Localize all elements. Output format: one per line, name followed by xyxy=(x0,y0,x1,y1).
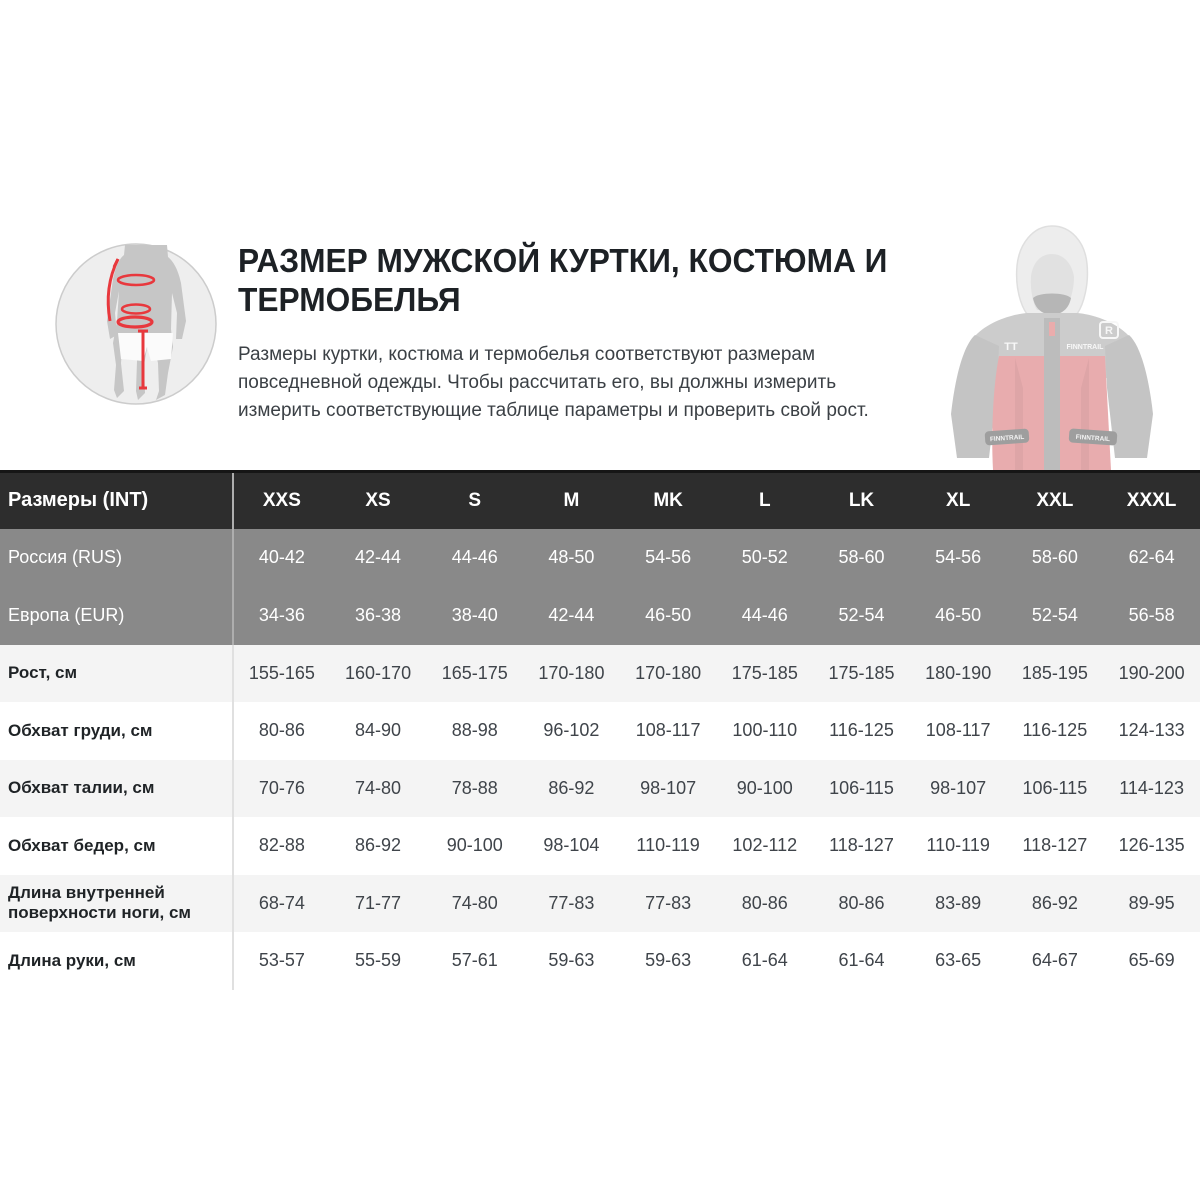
size-value-cell: 68-74 xyxy=(258,892,305,913)
size-value-cell: 90-100 xyxy=(446,835,503,855)
size-value-cell: 98-107 xyxy=(640,777,697,798)
size-value-cell: 52-54 xyxy=(838,605,885,625)
size-value-cell: 88-98 xyxy=(451,720,498,740)
table-row xyxy=(0,760,1200,817)
size-value-cell: 42-44 xyxy=(548,605,595,625)
intro-section xyxy=(0,0,1200,470)
size-value-cell: 40-42 xyxy=(258,547,305,567)
size-value-cell: 74-80 xyxy=(451,892,498,913)
size-value-cell: 58-60 xyxy=(1031,547,1078,567)
table-row xyxy=(0,587,1200,645)
size-value-cell: 54-56 xyxy=(645,547,692,567)
size-value-cell: 108-117 xyxy=(635,720,701,740)
size-value-cell: 54-56 xyxy=(935,547,982,567)
body-measurement-diagram xyxy=(55,243,217,405)
column-header-size: L xyxy=(758,489,771,511)
size-value-cell: 165-175 xyxy=(441,662,508,683)
column-header-size: XXXL xyxy=(1126,489,1177,511)
size-value-cell: 34-36 xyxy=(258,605,305,625)
size-value-cell: 56-58 xyxy=(1128,605,1175,625)
table-row xyxy=(0,932,1200,990)
size-value-cell: 44-46 xyxy=(451,547,498,567)
row-label: Длина внутренней поверхности ноги, см xyxy=(0,875,233,932)
size-value-cell: 100-110 xyxy=(732,720,798,740)
table-row xyxy=(0,817,1200,875)
size-value-cell: 118-127 xyxy=(1022,835,1088,855)
size-value-cell: 36-38 xyxy=(355,605,402,625)
size-value-cell: 52-54 xyxy=(1031,605,1078,625)
column-header-size: MK xyxy=(653,489,683,511)
size-value-cell: 61-64 xyxy=(741,950,788,970)
column-header-size: LK xyxy=(848,489,875,511)
row-label: Европа (EUR) xyxy=(0,587,233,645)
size-value-cell: 83-89 xyxy=(935,892,982,913)
page-title: РАЗМЕР МУЖСКОЙ КУРТКИ, КОСТЮМА И ТЕРМОБЕЛЬЯ xyxy=(238,242,888,318)
size-value-cell: 80-86 xyxy=(258,720,305,740)
size-value-cell: 59-63 xyxy=(548,950,595,970)
size-value-cell: 46-50 xyxy=(935,605,982,625)
size-value-cell: 170-180 xyxy=(635,662,702,683)
size-value-cell: 64-67 xyxy=(1031,950,1078,970)
jacket-logo-r: R xyxy=(1105,325,1113,337)
size-value-cell: 59-63 xyxy=(645,950,692,970)
row-label: Россия (RUS) xyxy=(0,529,233,587)
size-value-cell: 190-200 xyxy=(1118,662,1185,683)
page-description: Размеры куртки, костюма и термобелья соответствуют размерам повседневной одежды. Чтобы рассчитать его, вы должны измерить измерить соответствующие таблице параметры и проверить свой рост. xyxy=(238,344,869,421)
size-value-cell: 57-61 xyxy=(451,950,498,970)
row-label: Обхват талии, см xyxy=(0,760,233,817)
size-value-cell: 155-165 xyxy=(248,662,315,683)
intro-text-block xyxy=(238,241,928,425)
column-header-size: XXS xyxy=(262,489,301,511)
size-value-cell: 90-100 xyxy=(736,777,793,798)
jacket-image xyxy=(945,218,1160,470)
table-header-row xyxy=(0,472,1200,529)
table-row xyxy=(0,702,1200,760)
size-value-cell: 61-64 xyxy=(838,950,885,970)
size-value-cell: 62-64 xyxy=(1128,547,1175,567)
size-table xyxy=(0,470,1200,990)
table-row xyxy=(0,529,1200,587)
svg-text:FINNTRAIL: FINNTRAIL xyxy=(1075,433,1111,444)
table-row xyxy=(0,875,1200,932)
size-value-cell: 46-50 xyxy=(645,605,692,625)
size-value-cell: 160-170 xyxy=(345,662,412,683)
size-value-cell: 124-133 xyxy=(1118,720,1185,740)
size-value-cell: 50-52 xyxy=(741,547,788,567)
size-value-cell: 110-119 xyxy=(636,835,700,855)
size-value-cell: 86-92 xyxy=(548,777,595,798)
jacket-logo-tt: TT xyxy=(1004,341,1018,353)
column-header-size: XXL xyxy=(1036,489,1074,511)
size-value-cell: 53-57 xyxy=(258,950,305,970)
body-diagram-illustration xyxy=(55,243,217,405)
size-value-cell: 55-59 xyxy=(355,950,402,970)
size-value-cell: 110-119 xyxy=(926,835,990,855)
size-value-cell: 118-127 xyxy=(829,835,894,855)
size-value-cell: 108-117 xyxy=(925,720,991,740)
row-label: Обхват бедер, см xyxy=(0,817,233,875)
size-value-cell: 78-88 xyxy=(451,777,498,798)
size-value-cell: 74-80 xyxy=(355,777,402,798)
size-value-cell: 114-123 xyxy=(1119,777,1184,798)
size-value-cell: 180-190 xyxy=(925,662,992,683)
column-header-int: Размеры (INT) xyxy=(0,472,233,529)
size-value-cell: 70-76 xyxy=(258,777,305,798)
row-label: Обхват груди, см xyxy=(0,702,233,760)
size-value-cell: 63-65 xyxy=(935,950,982,970)
size-value-cell: 102-112 xyxy=(732,835,798,855)
size-value-cell: 86-92 xyxy=(1031,892,1078,913)
column-header-size: XS xyxy=(365,489,391,511)
size-value-cell: 42-44 xyxy=(355,547,402,567)
size-value-cell: 98-107 xyxy=(930,777,987,798)
size-value-cell: 116-125 xyxy=(829,720,894,740)
size-value-cell: 126-135 xyxy=(1118,835,1185,855)
size-value-cell: 80-86 xyxy=(838,892,885,913)
size-value-cell: 170-180 xyxy=(538,662,605,683)
row-label: Длина руки, см xyxy=(0,932,233,990)
row-label: Рост, см xyxy=(0,645,233,702)
size-value-cell: 77-83 xyxy=(548,892,595,913)
size-value-cell: 65-69 xyxy=(1128,950,1175,970)
size-value-cell: 80-86 xyxy=(741,892,788,913)
column-header-size: S xyxy=(468,489,482,511)
size-value-cell: 175-185 xyxy=(731,662,798,683)
size-value-cell: 89-95 xyxy=(1128,892,1175,913)
size-value-cell: 106-115 xyxy=(829,777,894,798)
column-header-size: M xyxy=(563,489,580,511)
size-value-cell: 96-102 xyxy=(543,720,600,740)
size-value-cell: 175-185 xyxy=(828,662,895,683)
size-value-cell: 116-125 xyxy=(1022,720,1088,740)
column-header-size: XL xyxy=(946,489,971,511)
size-value-cell: 71-77 xyxy=(355,892,402,913)
size-value-cell: 86-92 xyxy=(355,835,402,855)
jacket-brand-text: FINNTRAIL xyxy=(1066,344,1104,351)
jacket-illustration xyxy=(945,218,1160,470)
size-value-cell: 82-88 xyxy=(258,835,305,855)
size-value-cell: 77-83 xyxy=(645,892,692,913)
size-value-cell: 58-60 xyxy=(838,547,885,567)
size-value-cell: 84-90 xyxy=(355,720,402,740)
size-value-cell: 185-195 xyxy=(1021,662,1088,683)
table-row xyxy=(0,645,1200,702)
size-value-cell: 98-104 xyxy=(543,835,600,855)
size-value-cell: 38-40 xyxy=(451,605,498,625)
size-value-cell: 48-50 xyxy=(548,547,595,567)
size-value-cell: 44-46 xyxy=(741,605,788,625)
size-value-cell: 106-115 xyxy=(1022,777,1088,798)
svg-text:FINNTRAIL: FINNTRAIL xyxy=(989,433,1025,444)
